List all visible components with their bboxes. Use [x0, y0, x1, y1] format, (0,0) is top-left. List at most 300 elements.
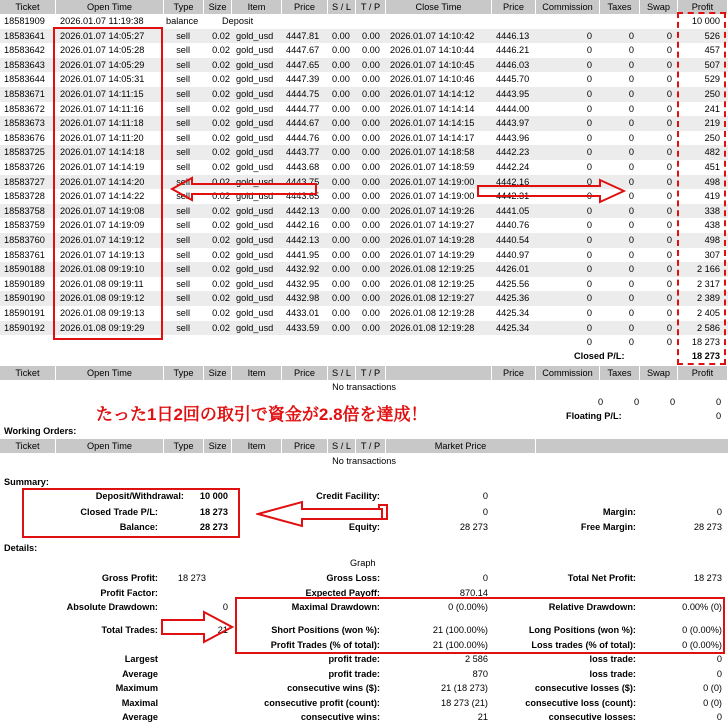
trade-commission: 0: [586, 220, 592, 231]
trade-item: gold_usd: [236, 132, 274, 143]
wo-col-market-price: Market Price: [386, 439, 536, 453]
trade-swap: 0: [666, 147, 672, 158]
trade-open-time: 2026.01.07 14:05:31: [60, 74, 145, 85]
maximum-label: Maximum: [115, 683, 158, 693]
free-margin-label: Free Margin:: [580, 522, 636, 532]
trade-close-price: 4443.97: [496, 118, 530, 129]
trade-open-time: 2026.01.07 14:19:08: [60, 205, 145, 216]
trade-type: sell: [176, 308, 190, 318]
trade-open-price: 4433.59: [286, 322, 320, 333]
trade-close-time: 2026.01.07 14:19:26: [390, 205, 475, 216]
trade-close-time: 2026.01.07 14:19:27: [390, 220, 475, 231]
total-commission: 0: [586, 337, 592, 347]
col-price: Price: [282, 0, 328, 14]
credit-label: Credit Facility:: [316, 491, 380, 501]
trade-commission: 0: [586, 30, 592, 41]
margin-value: 0: [716, 507, 722, 517]
avg-consec-wins-label: consecutive wins:: [300, 712, 380, 722]
open-trades-header: [0, 366, 728, 380]
open-col-ticket: Ticket: [0, 366, 56, 380]
closed-trade-pl-value: 18 273: [199, 507, 228, 517]
max-consec-losses-value: 0 (0): [703, 683, 722, 693]
trade-swap: 0: [666, 235, 672, 245]
trade-ticket: 18583760: [4, 235, 45, 245]
trade-profit: 2 586: [697, 322, 720, 333]
trade-tp: 0.00: [362, 89, 380, 99]
trade-swap: 0: [666, 162, 672, 172]
col-taxes: Taxes: [600, 0, 640, 14]
trade-item: gold_usd: [236, 249, 274, 260]
trade-commission: 0: [586, 176, 592, 187]
trade-sl: 0.00: [332, 308, 350, 318]
trade-open-time: 2026.01.07 14:14:20: [60, 176, 145, 187]
trade-sl: 0.00: [332, 176, 350, 187]
trade-profit: 482: [704, 147, 720, 158]
trade-open-price: 4433.01: [286, 308, 320, 318]
trade-sl: 0.00: [332, 322, 350, 333]
trade-close-time: 2026.01.08 12:19:27: [390, 293, 475, 304]
trade-item: gold_usd: [236, 59, 274, 70]
trade-profit: 507: [704, 59, 720, 70]
trade-taxes: 0: [628, 176, 634, 187]
trade-type: sell: [176, 293, 190, 304]
average2-label: Average: [122, 712, 158, 722]
trade-sl: 0.00: [332, 74, 350, 85]
trade-size: 0.02: [212, 308, 230, 318]
closed-pl-value: 18 273: [691, 351, 720, 361]
maximal-label: Maximal: [121, 698, 158, 708]
trade-type: sell: [176, 147, 190, 158]
trade-profit: 250: [704, 132, 720, 143]
open-col-type: Type: [164, 366, 204, 380]
trade-sl: 0.00: [332, 147, 350, 158]
trade-profit: 526: [704, 30, 720, 41]
trade-close-price: 4445.70: [496, 74, 530, 85]
max-consec-wins-label: consecutive wins ($):: [287, 683, 380, 693]
trade-close-time: 2026.01.07 14:14:14: [390, 103, 475, 114]
trade-size: 0.02: [212, 220, 230, 231]
trade-taxes: 0: [628, 74, 634, 85]
trade-type: sell: [176, 132, 190, 143]
trade-taxes: 0: [628, 30, 634, 41]
trade-tp: 0.00: [362, 45, 380, 56]
trade-tp: 0.00: [362, 264, 380, 275]
trade-swap: 0: [666, 132, 672, 143]
trade-swap: 0: [666, 220, 672, 231]
trade-item: gold_usd: [236, 147, 274, 158]
trade-sl: 0.00: [332, 191, 350, 202]
trade-sl: 0.00: [332, 293, 350, 304]
trade-open-price: 4443.77: [286, 147, 320, 158]
trade-size: 0.02: [212, 74, 230, 85]
open-col-profit: Profit: [678, 366, 728, 380]
trade-ticket: 18583643: [4, 59, 45, 70]
trade-swap: 0: [666, 103, 672, 114]
trade-swap: 0: [666, 205, 672, 216]
profit-factor-label: Profit Factor:: [100, 588, 158, 598]
col-commission: Commission: [536, 0, 600, 14]
trade-close-time: 2026.01.07 14:14:15: [390, 118, 475, 129]
trade-open-price: 4443.75: [286, 176, 320, 187]
trade-size: 0.02: [212, 147, 230, 158]
trade-close-price: 4425.34: [496, 322, 530, 333]
average-profit-value: 870: [472, 669, 488, 679]
trade-open-price: 4432.98: [286, 293, 320, 304]
trade-swap: 0: [666, 74, 672, 85]
trade-open-price: 4443.65: [286, 191, 320, 202]
trade-type: sell: [176, 45, 190, 56]
trade-taxes: 0: [628, 278, 634, 289]
total-profit: 18 273: [691, 337, 720, 347]
trade-sl: 0.00: [332, 235, 350, 245]
trade-item: gold_usd: [236, 322, 274, 333]
open-col-blank: [386, 366, 492, 380]
trade-tp: 0.00: [362, 235, 380, 245]
open-col-tp: T / P: [356, 366, 386, 380]
trade-ticket: 18583671: [4, 89, 45, 99]
trade-size: 0.02: [212, 45, 230, 56]
trade-swap: 0: [666, 30, 672, 41]
trade-open-price: 4447.65: [286, 59, 320, 70]
trade-close-price: 4444.00: [496, 103, 530, 114]
trade-taxes: 0: [628, 147, 634, 158]
open-col-price: Price: [282, 366, 328, 380]
trade-ticket: 18583759: [4, 220, 45, 231]
trade-swap: 0: [666, 59, 672, 70]
credit-value: 0: [482, 491, 488, 501]
graph-link[interactable]: Graph: [350, 558, 376, 568]
trade-open-price: 4447.67: [286, 45, 320, 56]
trade-swap: 0: [666, 293, 672, 304]
profit-highlight: [677, 12, 726, 365]
total-trades-label: Total Trades:: [101, 625, 158, 635]
right-arrow-icon: [476, 178, 626, 204]
trade-open-time: 2026.01.08 09:19:12: [60, 293, 145, 304]
trade-item: gold_usd: [236, 103, 274, 114]
open-taxes-zero: 0: [634, 397, 640, 407]
balance-ticket: 18581909: [4, 16, 45, 26]
trade-close-price: 4443.95: [496, 89, 530, 99]
trade-item: gold_usd: [236, 220, 274, 231]
loss-trades-label: Loss trades (% of total):: [531, 640, 636, 650]
trade-ticket: 18583728: [4, 191, 45, 202]
trade-type: sell: [176, 162, 190, 172]
trade-open-time: 2026.01.07 14:14:18: [60, 147, 145, 158]
trade-taxes: 0: [628, 45, 634, 56]
col-size: Size: [204, 0, 232, 14]
trade-size: 0.02: [212, 191, 230, 202]
trade-tp: 0.00: [362, 132, 380, 143]
trade-type: sell: [176, 322, 190, 333]
trade-tp: 0.00: [362, 176, 380, 187]
trade-close-time: 2026.01.07 14:14:17: [390, 132, 475, 143]
trade-commission: 0: [586, 162, 592, 172]
largest-loss-label: loss trade:: [589, 654, 636, 664]
gross-profit-value: 18 273: [177, 573, 206, 583]
col-profit: Profit: [678, 0, 728, 14]
trade-swap: 0: [666, 176, 672, 187]
trade-ticket: 18590192: [4, 322, 45, 333]
trade-swap: 0: [666, 308, 672, 318]
trade-item: gold_usd: [236, 235, 274, 245]
trade-close-price: 4442.16: [496, 176, 530, 187]
trade-size: 0.02: [212, 162, 230, 172]
wo-col-tp: T / P: [356, 439, 386, 453]
trade-open-time: 2026.01.07 14:11:20: [60, 132, 144, 143]
open-comm-zero: 0: [598, 397, 604, 407]
trade-item: gold_usd: [236, 293, 274, 304]
trade-commission: 0: [586, 118, 592, 129]
largest-loss-value: 0: [716, 654, 722, 664]
trade-taxes: 0: [628, 59, 634, 70]
trade-close-price: 4426.01: [496, 264, 530, 275]
stats-arrow-icon: [160, 610, 234, 644]
trade-ticket: 18583672: [4, 103, 45, 114]
trade-open-time: 2026.01.08 09:19:11: [60, 278, 144, 289]
expected-payoff-label: Expected Payoff:: [305, 588, 380, 598]
trade-open-time: 2026.01.07 14:19:13: [60, 249, 145, 260]
trade-taxes: 0: [628, 308, 634, 318]
trade-tp: 0.00: [362, 59, 380, 70]
trade-tp: 0.00: [362, 249, 380, 260]
trade-open-price: 4444.76: [286, 132, 320, 143]
trade-sl: 0.00: [332, 264, 350, 275]
trade-close-price: 4446.13: [496, 30, 530, 41]
trade-ticket: 18583726: [4, 162, 45, 172]
wo-col-sl: S / L: [328, 439, 356, 453]
trade-tp: 0.00: [362, 30, 380, 41]
trade-close-price: 4425.56: [496, 278, 530, 289]
maximal-drawdown-value: 0 (0.00%): [448, 602, 488, 612]
trade-close-time: 2026.01.07 14:10:42: [390, 30, 475, 41]
trade-type: sell: [176, 118, 190, 129]
avg-consec-losses-value: 0: [716, 712, 722, 722]
closed-pl-row: [0, 349, 728, 364]
trade-tp: 0.00: [362, 118, 380, 129]
trade-close-price: 4446.21: [496, 45, 530, 56]
trade-open-price: 4442.13: [286, 235, 320, 245]
average-profit-label: profit trade:: [328, 669, 380, 679]
trade-taxes: 0: [628, 205, 634, 216]
trade-profit: 241: [704, 103, 720, 114]
col-sl: S / L: [328, 0, 356, 14]
trade-open-price: 4442.16: [286, 220, 320, 231]
balance-item: Deposit: [222, 16, 254, 26]
trade-close-price: 4440.97: [496, 249, 530, 260]
deposit-value: 10 000: [199, 491, 228, 501]
trade-size: 0.02: [212, 103, 230, 114]
trade-open-price: 4444.75: [286, 89, 320, 99]
wo-col-price: Price: [282, 439, 328, 453]
trade-size: 0.02: [212, 132, 230, 143]
closed-pl-label: Closed P/L:: [574, 351, 625, 361]
summary-floating-value: 0: [482, 507, 488, 517]
trade-tp: 0.00: [362, 103, 380, 114]
open-floating-label: Floating P/L:: [566, 411, 622, 421]
open-col-taxes: Taxes: [600, 366, 640, 380]
trade-swap: 0: [666, 191, 672, 202]
trade-item: gold_usd: [236, 45, 274, 56]
net-profit-value: 18 273: [693, 573, 722, 583]
trade-item: gold_usd: [236, 264, 274, 275]
equity-value: 28 273: [459, 522, 488, 532]
trade-swap: 0: [666, 322, 672, 333]
open-col-open-time: Open Time: [56, 366, 164, 380]
open-col-size: Size: [204, 366, 232, 380]
trade-size: 0.02: [212, 59, 230, 70]
gross-loss-label: Gross Loss:: [326, 573, 380, 583]
trade-taxes: 0: [628, 220, 634, 231]
trade-taxes: 0: [628, 89, 634, 99]
trade-type: sell: [176, 176, 190, 187]
trade-profit: 438: [704, 220, 720, 231]
trade-close-time: 2026.01.07 14:19:00: [390, 176, 475, 187]
equity-label: Equity:: [348, 522, 380, 532]
expected-payoff-value: 870.14: [459, 588, 488, 598]
max-consec-losses-label: consecutive losses ($):: [534, 683, 636, 693]
trade-item: gold_usd: [236, 278, 274, 289]
trade-profit: 2 317: [697, 278, 720, 289]
trade-type: sell: [176, 220, 190, 231]
free-margin-value: 28 273: [693, 522, 722, 532]
trade-open-time: 2026.01.08 09:19:29: [60, 322, 145, 333]
trade-type: sell: [176, 30, 190, 41]
trade-tp: 0.00: [362, 162, 380, 172]
trade-profit: 451: [704, 162, 720, 172]
trade-ticket: 18590188: [4, 264, 45, 275]
trade-profit: 338: [704, 205, 720, 216]
trade-commission: 0: [586, 191, 592, 202]
trade-commission: 0: [586, 45, 592, 56]
trade-commission: 0: [586, 249, 592, 260]
trade-open-time: 2026.01.07 14:11:16: [60, 103, 144, 114]
trade-ticket: 18583761: [4, 249, 45, 260]
trade-close-time: 2026.01.08 12:19:25: [390, 278, 475, 289]
trade-close-time: 2026.01.08 12:19:25: [390, 264, 475, 275]
max-consec-loss-label: consecutive loss (count):: [525, 698, 636, 708]
trade-profit: 419: [704, 191, 720, 202]
trade-commission: 0: [586, 278, 592, 289]
trade-swap: 0: [666, 264, 672, 275]
trade-type: sell: [176, 264, 190, 275]
total-swap: 0: [666, 337, 672, 347]
trade-item: gold_usd: [236, 162, 274, 172]
working-orders-header: [0, 439, 728, 453]
profit-trades-label: Profit Trades (% of total):: [270, 640, 380, 650]
left-arrow-icon: [170, 176, 320, 202]
trade-open-time: 2026.01.07 14:14:19: [60, 162, 145, 172]
wo-col-blank: [536, 439, 728, 453]
trade-taxes: 0: [628, 235, 634, 245]
trade-ticket: 18590189: [4, 278, 45, 289]
trade-item: gold_usd: [236, 30, 274, 41]
long-positions-value: 0 (0.00%): [682, 625, 722, 635]
trade-tp: 0.00: [362, 293, 380, 304]
trade-profit: 2 405: [697, 308, 720, 318]
trade-ticket: 18583644: [4, 74, 45, 85]
trade-close-time: 2026.01.08 12:19:28: [390, 322, 475, 333]
balance-label: Balance:: [119, 522, 158, 532]
col-swap: Swap: [640, 0, 678, 14]
gross-loss-value: 0: [482, 573, 488, 583]
trade-tp: 0.00: [362, 147, 380, 158]
trade-open-time: 2026.01.07 14:14:22: [60, 191, 145, 202]
trade-type: sell: [176, 278, 190, 289]
trade-commission: 0: [586, 147, 592, 158]
trade-commission: 0: [586, 74, 592, 85]
trade-commission: 0: [586, 264, 592, 275]
open-col-market-price: Price: [492, 366, 536, 380]
balance-profit: 10 000: [691, 16, 720, 26]
trade-ticket: 18590191: [4, 308, 45, 318]
trade-swap: 0: [666, 89, 672, 99]
trade-profit: 498: [704, 176, 720, 187]
stats-highlight: [235, 597, 725, 654]
trade-size: 0.02: [212, 176, 230, 187]
trade-close-time: 2026.01.07 14:14:12: [390, 89, 475, 99]
trade-tp: 0.00: [362, 278, 380, 289]
col-type: Type: [164, 0, 204, 14]
trade-taxes: 0: [628, 322, 634, 333]
trade-close-time: 2026.01.07 14:19:29: [390, 249, 475, 260]
trade-close-price: 4440.54: [496, 235, 530, 245]
col-ticket: Ticket: [0, 0, 56, 14]
trade-size: 0.02: [212, 205, 230, 216]
col-tp: T / P: [356, 0, 386, 14]
trade-taxes: 0: [628, 293, 634, 304]
trade-size: 0.02: [212, 322, 230, 333]
open-time-highlight: [53, 27, 163, 340]
trade-taxes: 0: [628, 191, 634, 202]
trade-profit: 498: [704, 235, 720, 245]
trade-taxes: 0: [628, 132, 634, 143]
trade-item: gold_usd: [236, 205, 274, 216]
col-open-time: Open Time: [56, 0, 164, 14]
trade-size: 0.02: [212, 89, 230, 99]
trade-ticket: 18583642: [4, 45, 45, 56]
trade-item: gold_usd: [236, 74, 274, 85]
trade-sl: 0.00: [332, 132, 350, 143]
trade-tp: 0.00: [362, 191, 380, 202]
trade-open-time: 2026.01.07 14:11:18: [60, 118, 144, 129]
col-close-time: Close Time: [386, 0, 492, 14]
trade-ticket: 18583673: [4, 118, 45, 129]
open-col-item: Item: [232, 366, 282, 380]
trade-tp: 0.00: [362, 322, 380, 333]
total-taxes: 0: [628, 337, 634, 347]
col-item: Item: [232, 0, 282, 14]
trade-close-price: 4443.96: [496, 132, 530, 143]
max-consec-profit-value: 18 273 (21): [441, 698, 488, 708]
average-loss-value: 0: [716, 669, 722, 679]
closed-transactions-header: [0, 0, 728, 14]
trade-open-price: 4447.81: [286, 30, 320, 41]
trade-open-time: 2026.01.08 09:19:10: [60, 264, 145, 275]
trade-profit: 457: [704, 45, 720, 56]
trade-sl: 0.00: [332, 59, 350, 70]
trade-open-price: 4447.39: [286, 74, 320, 85]
trade-swap: 0: [666, 118, 672, 129]
trade-profit: 529: [704, 74, 720, 85]
trade-taxes: 0: [628, 118, 634, 129]
trade-close-time: 2026.01.08 12:19:28: [390, 308, 475, 318]
trade-tp: 0.00: [362, 308, 380, 318]
deposit-label: Deposit/Withdrawal:: [95, 491, 184, 501]
trade-size: 0.02: [212, 278, 230, 289]
trade-ticket: 18583641: [4, 30, 45, 41]
trade-size: 0.02: [212, 249, 230, 260]
open-col-swap: Swap: [640, 366, 678, 380]
